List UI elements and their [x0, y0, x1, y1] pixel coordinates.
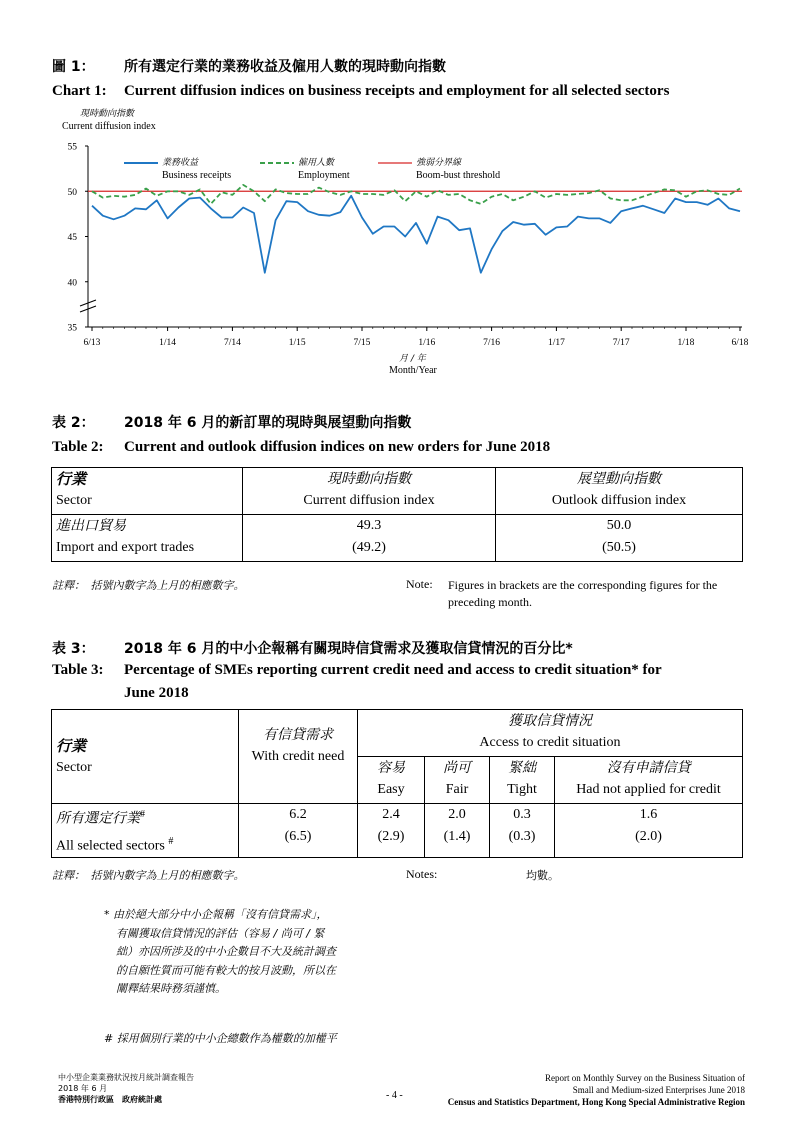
- table3-sub-not-applied-en: Had not applied for credit: [576, 782, 721, 797]
- page-number: - 4 -: [386, 1090, 403, 1101]
- table3-sub-tight-en: Tight: [507, 782, 537, 797]
- table3-need-zh: 有信貸需求: [263, 726, 333, 743]
- table3-fair-prev: (1.4): [443, 829, 471, 844]
- table3-sector-en: Sector: [56, 759, 92, 775]
- star-note-line: 有關獲取信貸情況的評估（容易 / 尚可 / 緊: [116, 926, 325, 940]
- table3-easy-value: 2.4: [382, 807, 400, 822]
- table3-row-label: [52, 804, 239, 858]
- table3: [51, 709, 743, 858]
- table3-row-en: All selected sectors: [56, 838, 165, 854]
- table3-easy-prev: (2.9): [377, 829, 405, 844]
- y-tick-label: 45: [67, 233, 77, 243]
- table3-sub-tight: [490, 757, 555, 804]
- y-tick-label: 40: [67, 278, 77, 289]
- table3-note-label-en: Notes:: [406, 867, 438, 881]
- table2-sector-zh: 行業: [56, 470, 87, 488]
- table3-row-mark-zh: #: [140, 809, 145, 820]
- x-tick-label: 1/15: [288, 338, 306, 348]
- table2-outlook-value: 50.0: [606, 518, 632, 533]
- table3-tight-cell: [490, 804, 555, 858]
- table3-header-need: [239, 710, 358, 804]
- table3-sub-fair-en: Fair: [445, 782, 469, 797]
- x-tick-label: 7/16: [483, 338, 501, 348]
- table3-not-applied-prev: (2.0): [635, 829, 662, 844]
- table3-star-note: [104, 906, 336, 999]
- chart1-heading-label-zh: 圖 1：: [52, 59, 95, 75]
- table3-heading-en-1: Percentage of SMEs reporting current credit need and access to credit situation* for: [124, 662, 662, 678]
- table3-sub-easy-en: Easy: [377, 782, 405, 797]
- y-tick-label: 55: [67, 142, 77, 153]
- star-note-line: 的自願性質而可能有較大的按月波動，所以在: [116, 963, 336, 977]
- table2-header-current: [243, 468, 496, 515]
- x-tick-label: 7/14: [223, 338, 241, 348]
- x-tick-label: 1/17: [547, 338, 565, 348]
- legend-receipts-zh: 業務收益: [162, 158, 199, 168]
- x-tick-label: 1/16: [418, 338, 436, 348]
- table3-heading-label-en: Table 3:: [52, 662, 104, 678]
- table3-heading-en-2: June 2018: [124, 685, 189, 701]
- table3-sub-fair-zh: 尚可: [443, 760, 471, 776]
- x-tick-label: 1/18: [677, 338, 695, 348]
- table3-header-sector: [52, 710, 239, 804]
- table2-current-value: 49.3: [356, 518, 382, 533]
- table3-sub-fair: [425, 757, 490, 804]
- table3-sub-easy-zh: 容易: [377, 760, 405, 776]
- footer-left-date: 2018 年 6 月: [58, 1084, 108, 1093]
- table3-sub-easy: [358, 757, 425, 804]
- table3-header-access: [358, 710, 743, 757]
- table3-fair-cell: [425, 804, 490, 858]
- table2-outlook-en: Outlook diffusion index: [551, 493, 687, 508]
- table2-heading-zh: 2018 年 6 月的新訂單的現時與展望動向指數: [124, 415, 412, 431]
- footer-right-line1: Report on Monthly Survey on the Business Situation of: [545, 1073, 745, 1083]
- chart1-xlabel-en: Month/Year: [389, 365, 437, 376]
- table3-sector-zh: 行業: [56, 736, 87, 755]
- table3-not-applied-cell: [555, 804, 743, 858]
- chart1-heading-en: Current diffusion indices on business receipts and employment for all selected sectors: [124, 83, 670, 99]
- footer-right-line2: Small and Medium-sized Enterprises June 2018: [572, 1085, 745, 1095]
- table3-hash-note: # 採用個別行業的中小企總數作為權數的加權平: [104, 1032, 337, 1045]
- y-tick-label: 35: [67, 323, 77, 334]
- chart1-plot: [0, 0, 794, 400]
- footer-right-line3: Census and Statistics Department, Hong Kong Special Administrative Region: [447, 1097, 745, 1107]
- footer-left-dept: 香港特別行政區 政府統計處: [58, 1095, 162, 1104]
- table3-easy-cell: [358, 804, 425, 858]
- table2-outlook-cell: [496, 515, 743, 562]
- legend-threshold-en: Boom-bust threshold: [416, 170, 501, 181]
- x-tick-label: 7/15: [353, 338, 371, 348]
- chart1-ylabel-en: Current diffusion index: [62, 121, 156, 132]
- table3-sub-not-applied-zh: 沒有申請信貸: [606, 760, 691, 776]
- table3-need-en: With credit need: [251, 748, 345, 764]
- star-note-line: 絀）亦因所涉及的中小企數目不大及統計調查: [116, 945, 336, 958]
- table3-need-value: 6.2: [289, 807, 307, 822]
- chart1-heading-zh: 所有選定行業的業務收益及僱用人數的現時動向指數: [124, 59, 446, 75]
- table2-heading-label-en: Table 2:: [52, 439, 104, 455]
- legend-employment-en: Employment: [298, 170, 350, 181]
- table3-heading-label-zh: 表 3：: [52, 641, 95, 657]
- table3-need-cell: [239, 804, 358, 858]
- table2-row-zh: 進出口貿易: [56, 518, 126, 534]
- table2-sector-en: Sector: [56, 493, 92, 508]
- x-tick-label: 1/14: [159, 338, 177, 348]
- star-note-line: * 由於絕大部分中小企報稱「沒有信貸需求」，: [104, 908, 328, 921]
- table3-row-zh: 所有選定行業: [56, 810, 140, 827]
- x-tick-label: 6/18: [731, 338, 749, 348]
- table3-note-tail-zh: 均數。: [526, 869, 559, 882]
- table2-current-cell: [243, 515, 496, 562]
- table2-header-outlook: [496, 468, 743, 515]
- legend-employment-zh: 僱用人數: [298, 158, 335, 168]
- table2-current-en: Current diffusion index: [303, 493, 435, 508]
- table2-current-prev: (49.2): [352, 540, 386, 555]
- series-employment-line: [92, 185, 740, 204]
- series-business-receipts-line: [92, 196, 740, 273]
- chart1-heading-label-en: Chart 1:: [52, 83, 107, 99]
- table2-heading-label-zh: 表 2：: [52, 415, 95, 431]
- table3-need-prev: (6.5): [284, 829, 312, 844]
- legend-threshold-zh: 強弱分界線: [416, 158, 462, 168]
- table3-access-zh: 獲取信貸情況: [508, 713, 592, 729]
- table2-row-en: Import and export trades: [56, 540, 195, 555]
- y-tick-label: 50: [67, 187, 77, 198]
- table2: [51, 467, 743, 562]
- table2-header-sector: [52, 468, 243, 515]
- table2-outlook-prev: (50.5): [602, 540, 636, 555]
- table3-access-en: Access to credit situation: [479, 735, 621, 750]
- footer-left-title: 中小型企業業務狀況按月統計調查報告: [58, 1073, 194, 1082]
- table3-not-applied-value: 1.6: [639, 807, 658, 822]
- table3-sub-not-applied: [555, 757, 743, 804]
- legend-receipts-en: Business receipts: [162, 170, 232, 181]
- table3-tight-value: 0.3: [513, 807, 531, 822]
- footer-left: [58, 1072, 194, 1105]
- table2-heading-en: Current and outlook diffusion indices on new orders for June 2018: [124, 439, 551, 455]
- table2-note-zh: 註釋： 括號內數字為上月的相應數字。: [52, 579, 245, 592]
- table3-heading-zh: 2018 年 6 月的中小企報稱有關現時信貸需求及獲取信貸情況的百分比*: [124, 641, 573, 657]
- x-tick-label: 7/17: [612, 338, 630, 348]
- chart1-xlabel-zh: 月 / 年: [399, 354, 426, 364]
- footer-right: [448, 1072, 745, 1108]
- table3-fair-value: 2.0: [448, 807, 466, 822]
- chart1-ylabel-zh: 現時動向指數: [80, 109, 135, 119]
- x-tick-label: 6/13: [83, 338, 101, 348]
- table3-sub-tight-zh: 緊絀: [508, 760, 536, 776]
- table2-outlook-zh: 展望動向指數: [577, 471, 661, 487]
- table3-row-mark-en: #: [168, 835, 174, 847]
- table2-row-label: [52, 515, 243, 562]
- table3-tight-prev: (0.3): [508, 829, 536, 844]
- table2-note-label-en: Note:: [406, 577, 433, 591]
- table3-note-zh: 註釋： 括號內數字為上月的相應數字。: [52, 869, 245, 882]
- star-note-line: 闡釋結果時務須謹慎。: [116, 982, 226, 995]
- table2-note-en: Figures in brackets are the corresponding figures for the preceding month.: [448, 578, 718, 609]
- table2-current-zh: 現時動向指數: [327, 471, 411, 487]
